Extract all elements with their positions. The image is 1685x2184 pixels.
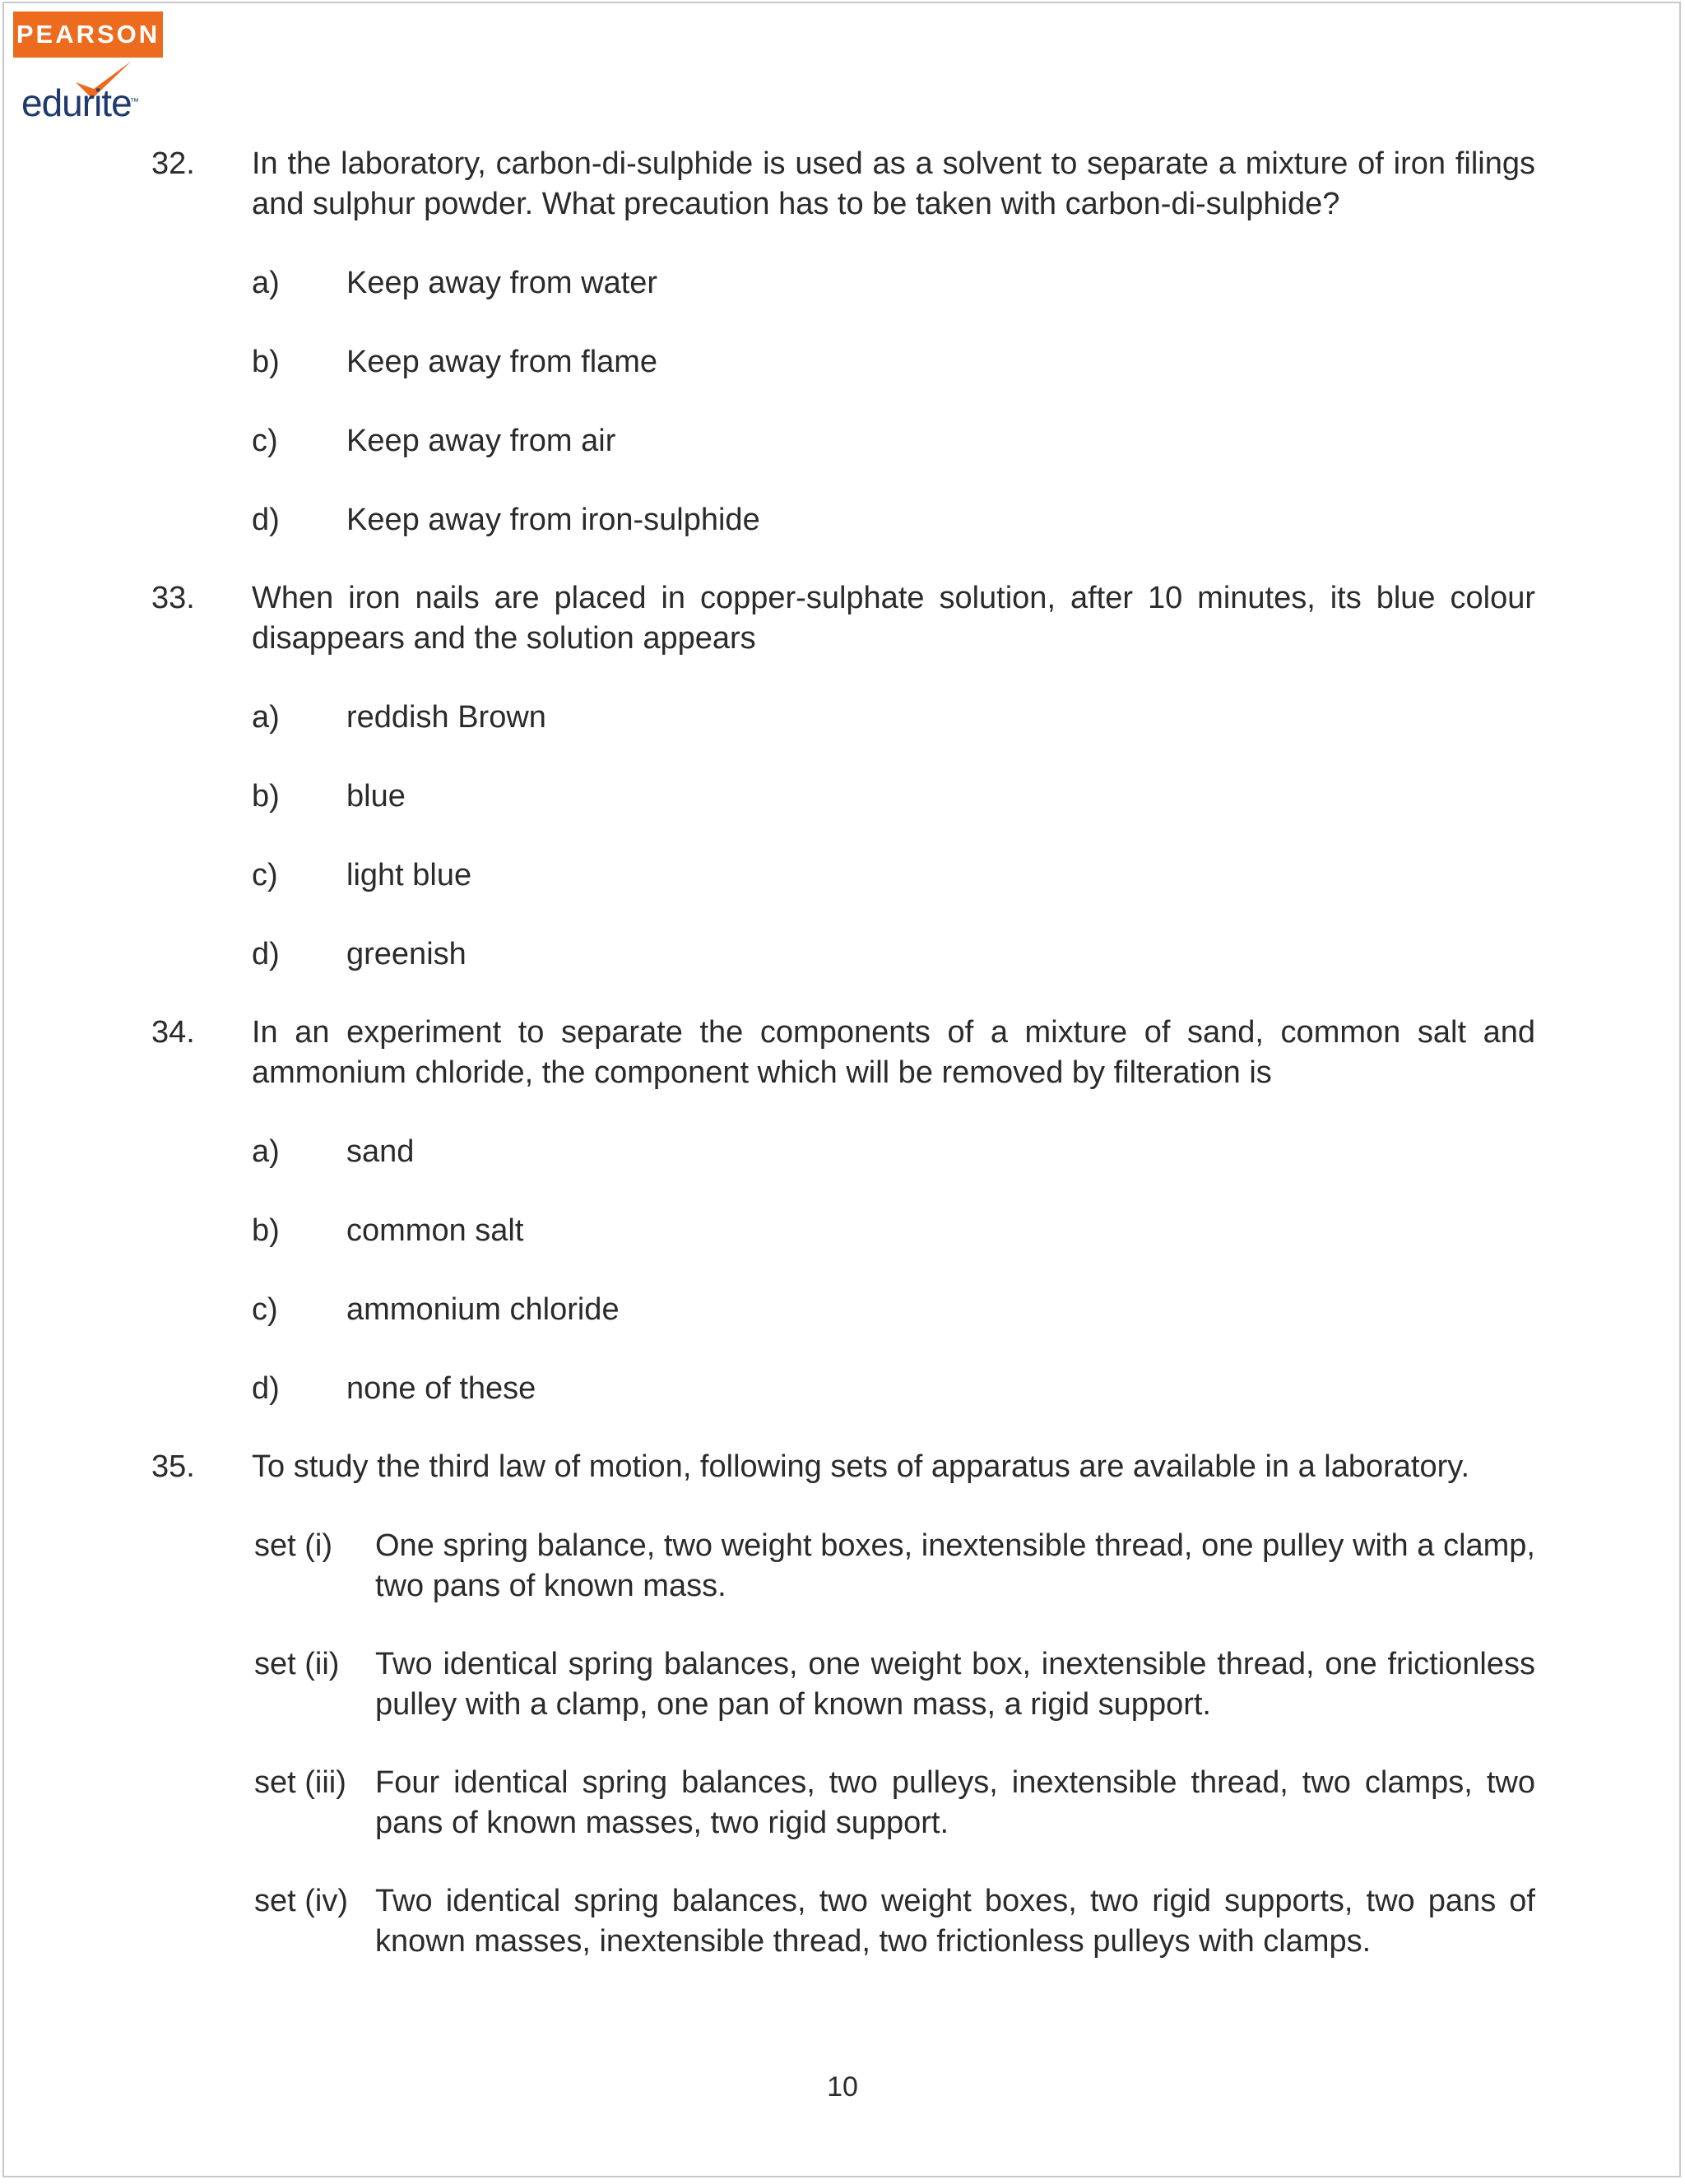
question-number: 32. (151, 146, 195, 181)
option-text: sand (346, 1134, 415, 1169)
set-label: set (iv) (254, 1884, 348, 1918)
option-label: d) (252, 937, 280, 971)
option-text: ammonium chloride (346, 1292, 620, 1327)
option-label: c) (252, 1292, 278, 1327)
option-text: Keep away from water (346, 266, 658, 300)
option-label: c) (252, 424, 278, 458)
question-text: In an experiment to separate the components of a mixture of sand, common salt and ammonium chloride, the component which will be removed by filteration is (252, 1015, 1535, 1090)
set-text: Four identical spring balances, two pulleys, inextensible thread, two clamps, two pans of known masses, two rigid support. (375, 1765, 1535, 1840)
question-text: When iron nails are placed in copper-sulphate solution, after 10 minutes, its blue colour disappears and the solution appears (252, 581, 1535, 656)
set-label: set (i) (254, 1528, 332, 1563)
option-text: none of these (346, 1371, 536, 1406)
edurite-logo: edurite (21, 81, 132, 124)
option-text: light blue (346, 858, 472, 893)
option-label: c) (252, 858, 278, 893)
set-label: set (iii) (254, 1765, 346, 1800)
option-text: Keep away from air (346, 424, 616, 458)
question-number: 35. (151, 1449, 195, 1484)
trademark-mark: ™ (130, 97, 139, 107)
option-text: greenish (346, 937, 467, 971)
option-label: b) (252, 1213, 280, 1248)
option-text: common salt (346, 1213, 524, 1248)
option-label: a) (252, 266, 280, 300)
option-label: d) (252, 503, 280, 537)
option-text: blue (346, 779, 406, 814)
option-label: b) (252, 345, 280, 379)
set-text: Two identical spring balances, one weight box, inextensible thread, one frictionless pulley with a clamp, one pan of known mass, a rigid support. (375, 1647, 1535, 1722)
option-text: reddish Brown (346, 700, 546, 735)
question-text: To study the third law of motion, following sets of apparatus are available in a laboratory. (252, 1449, 1469, 1484)
option-label: a) (252, 1134, 280, 1169)
pearson-logo: PEARSON (13, 12, 163, 58)
set-label: set (ii) (254, 1647, 340, 1681)
option-label: b) (252, 779, 280, 814)
option-text: Keep away from flame (346, 345, 658, 379)
set-text: Two identical spring balances, two weight boxes, two rigid supports, two pans of known masses, inextensible thread, two frictionless pulleys with clamps. (375, 1884, 1535, 1959)
page-number: 10 (827, 2071, 858, 2103)
set-text: One spring balance, two weight boxes, inextensible thread, one pulley with a clamp, two pans of known mass. (375, 1528, 1535, 1603)
question-number: 34. (151, 1015, 195, 1050)
option-label: d) (252, 1371, 280, 1406)
question-text: In the laboratory, carbon-di-sulphide is used as a solvent to separate a mixture of iron filings and sulphur powder. What precaution has to be taken with carbon-di-sulphide? (252, 146, 1535, 221)
option-label: a) (252, 700, 280, 735)
question-number: 33. (151, 581, 195, 615)
option-text: Keep away from iron-sulphide (346, 503, 760, 537)
